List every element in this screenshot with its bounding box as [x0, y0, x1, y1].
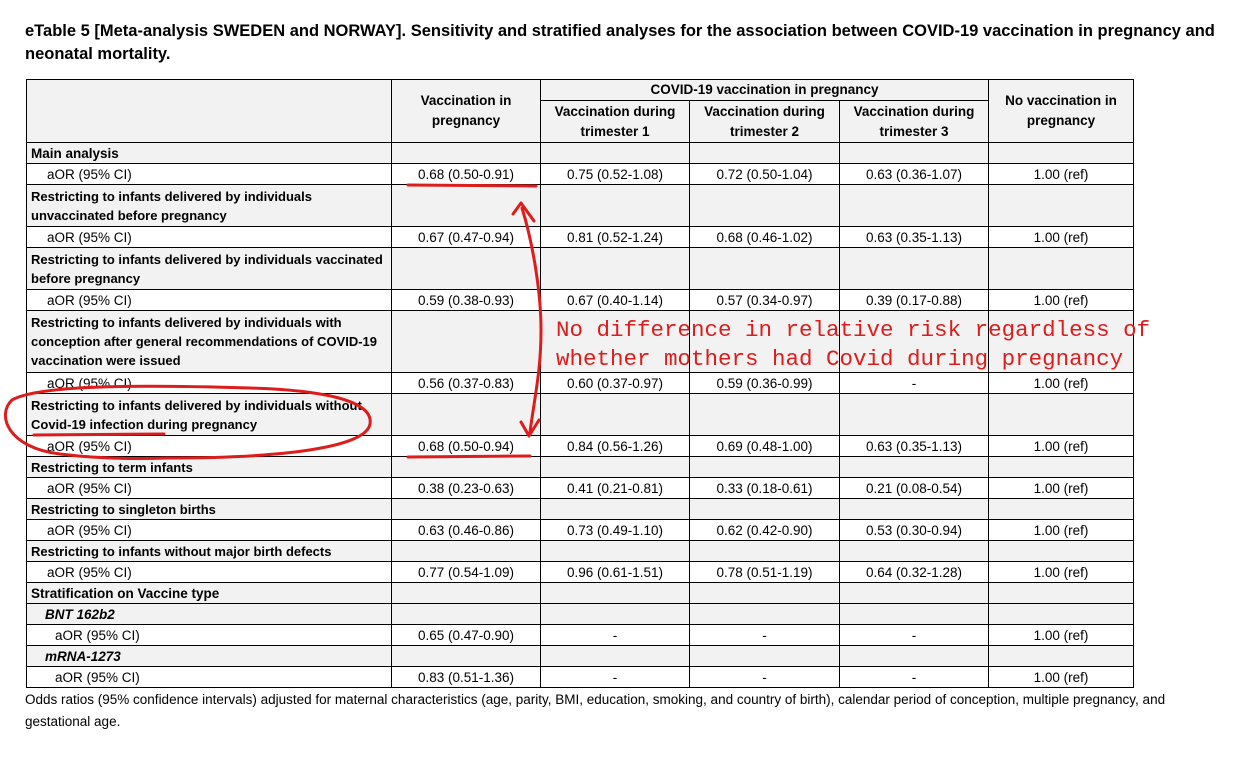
subsection-label: BNT 162b2 — [27, 604, 392, 625]
cell-trimester-1: 0.96 (0.61-1.51) — [541, 562, 690, 583]
cell-trimester-1: 0.67 (0.40-1.14) — [541, 290, 690, 311]
table-row — [27, 290, 1134, 311]
cell-reference: 1.00 (ref) — [989, 667, 1134, 688]
cell-vaccination: 0.77 (0.54-1.09) — [392, 562, 541, 583]
cell-trimester-2: 0.69 (0.48-1.00) — [690, 436, 840, 457]
cell-trimester-2: - — [690, 625, 840, 646]
cell-trimester-3: 0.63 (0.36-1.07) — [840, 164, 989, 185]
cell-trimester-1: - — [541, 625, 690, 646]
header-trimester-1: Vaccination during trimester 1 — [541, 101, 690, 143]
cell-vaccination: 0.59 (0.38-0.93) — [392, 290, 541, 311]
table-row — [27, 583, 1134, 604]
row-label: aOR (95% CI) — [27, 667, 392, 688]
table-row — [27, 478, 1134, 499]
cell-vaccination: 0.38 (0.23-0.63) — [392, 478, 541, 499]
table-row — [27, 541, 1134, 562]
table-row — [27, 164, 1134, 185]
cell-reference: 1.00 (ref) — [989, 436, 1134, 457]
row-label: aOR (95% CI) — [27, 436, 392, 457]
section-label: Restricting to infants delivered by individuals without Covid-19 infection during pregnancy — [27, 394, 392, 436]
section-label: Stratification on Vaccine type — [27, 583, 392, 604]
table-title: eTable 5 [Meta-analysis SWEDEN and NORWAY]. Sensitivity and stratified analyses for the association between COVID-19 vaccination in pregnancy and neonatal mortality. — [25, 22, 1215, 63]
table-row — [27, 143, 1134, 164]
cell-trimester-1: 0.41 (0.21-0.81) — [541, 478, 690, 499]
cell-trimester-3: 0.64 (0.32-1.28) — [840, 562, 989, 583]
row-label: aOR (95% CI) — [27, 164, 392, 185]
section-label: Main analysis — [27, 143, 392, 164]
section-label: Restricting to infants delivered by individuals unvaccinated before pregnancy — [27, 185, 392, 227]
cell-trimester-3: - — [840, 667, 989, 688]
subsection-label: mRNA-1273 — [27, 646, 392, 667]
cell-vaccination: 0.68 (0.50-0.91) — [392, 164, 541, 185]
header-vaccination-in-pregnancy: Vaccination in pregnancy — [392, 80, 541, 143]
cell-vaccination: 0.68 (0.50-0.94) — [392, 436, 541, 457]
cell-reference: 1.00 (ref) — [989, 164, 1134, 185]
header-trimester-3: Vaccination during trimester 3 — [840, 101, 989, 143]
cell-trimester-3: 0.53 (0.30-0.94) — [840, 520, 989, 541]
cell-reference: 1.00 (ref) — [989, 478, 1134, 499]
header-empty-cell — [27, 80, 392, 143]
cell-reference: 1.00 (ref) — [989, 373, 1134, 394]
cell-trimester-1: 0.81 (0.52-1.24) — [541, 227, 690, 248]
table-row — [27, 499, 1134, 520]
cell-trimester-2: 0.62 (0.42-0.90) — [690, 520, 840, 541]
cell-trimester-1: 0.73 (0.49-1.10) — [541, 520, 690, 541]
table-row — [27, 457, 1134, 478]
table-row — [27, 373, 1134, 394]
cell-trimester-2: 0.33 (0.18-0.61) — [690, 478, 840, 499]
cell-trimester-2: 0.78 (0.51-1.19) — [690, 562, 840, 583]
table-row — [27, 667, 1134, 688]
section-label: Restricting to infants delivered by individuals vaccinated before pregnancy — [27, 248, 392, 290]
header-no-vaccination: No vaccination in pregnancy — [989, 80, 1134, 143]
cell-trimester-3: 0.63 (0.35-1.13) — [840, 227, 989, 248]
annotation-note: No difference in relative risk regardless of whether mothers had Covid during pregnancy — [556, 317, 1151, 372]
row-label: aOR (95% CI) — [27, 625, 392, 646]
cell-reference: 1.00 (ref) — [989, 625, 1134, 646]
section-label: Restricting to infants without major birth defects — [27, 541, 392, 562]
cell-trimester-2: 0.68 (0.46-1.02) — [690, 227, 840, 248]
section-label: Restricting to infants delivered by individuals with conception after general recommendations of COVID-19 vaccination were issued — [27, 311, 392, 373]
cell-trimester-2: - — [690, 667, 840, 688]
row-label: aOR (95% CI) — [27, 562, 392, 583]
table-row — [27, 562, 1134, 583]
table-row — [27, 520, 1134, 541]
cell-trimester-2: 0.57 (0.34-0.97) — [690, 290, 840, 311]
cell-trimester-1: 0.60 (0.37-0.97) — [541, 373, 690, 394]
cell-reference: 1.00 (ref) — [989, 562, 1134, 583]
cell-trimester-3: 0.21 (0.08-0.54) — [840, 478, 989, 499]
cell-trimester-1: 0.84 (0.56-1.26) — [541, 436, 690, 457]
cell-trimester-1: - — [541, 667, 690, 688]
cell-trimester-3: - — [840, 625, 989, 646]
table-row — [27, 646, 1134, 667]
table-row — [27, 625, 1134, 646]
table-row — [27, 185, 1134, 227]
row-label: aOR (95% CI) — [27, 290, 392, 311]
cell-vaccination: 0.83 (0.51-1.36) — [392, 667, 541, 688]
section-label: Restricting to term infants — [27, 457, 392, 478]
table-row — [27, 604, 1134, 625]
cell-trimester-3: 0.63 (0.35-1.13) — [840, 436, 989, 457]
row-label: aOR (95% CI) — [27, 227, 392, 248]
table-row — [27, 227, 1134, 248]
header-trimester-2: Vaccination during trimester 2 — [690, 101, 840, 143]
cell-trimester-3: 0.39 (0.17-0.88) — [840, 290, 989, 311]
table-row — [27, 436, 1134, 457]
row-label: aOR (95% CI) — [27, 478, 392, 499]
cell-vaccination: 0.63 (0.46-0.86) — [392, 520, 541, 541]
header-group-covid-vaccination: COVID-19 vaccination in pregnancy — [541, 80, 989, 101]
row-label: aOR (95% CI) — [27, 520, 392, 541]
cell-vaccination: 0.56 (0.37-0.83) — [392, 373, 541, 394]
footnote: Odds ratios (95% confidence intervals) adjusted for maternal characteristics (age, parity, BMI, education, smoking, and country of birth), calendar period of conception, multiple pregnancy, and gestational age. — [25, 692, 1166, 729]
table-row — [27, 248, 1134, 290]
etable-5 — [26, 79, 1134, 688]
section-label: Restricting to singleton births — [27, 499, 392, 520]
row-label: aOR (95% CI) — [27, 373, 392, 394]
cell-trimester-2: 0.72 (0.50-1.04) — [690, 164, 840, 185]
table-row — [27, 394, 1134, 436]
cell-reference: 1.00 (ref) — [989, 290, 1134, 311]
cell-trimester-3: - — [840, 373, 989, 394]
cell-vaccination: 0.67 (0.47-0.94) — [392, 227, 541, 248]
cell-reference: 1.00 (ref) — [989, 520, 1134, 541]
cell-vaccination: 0.65 (0.47-0.90) — [392, 625, 541, 646]
cell-trimester-1: 0.75 (0.52-1.08) — [541, 164, 690, 185]
cell-reference: 1.00 (ref) — [989, 227, 1134, 248]
cell-trimester-2: 0.59 (0.36-0.99) — [690, 373, 840, 394]
